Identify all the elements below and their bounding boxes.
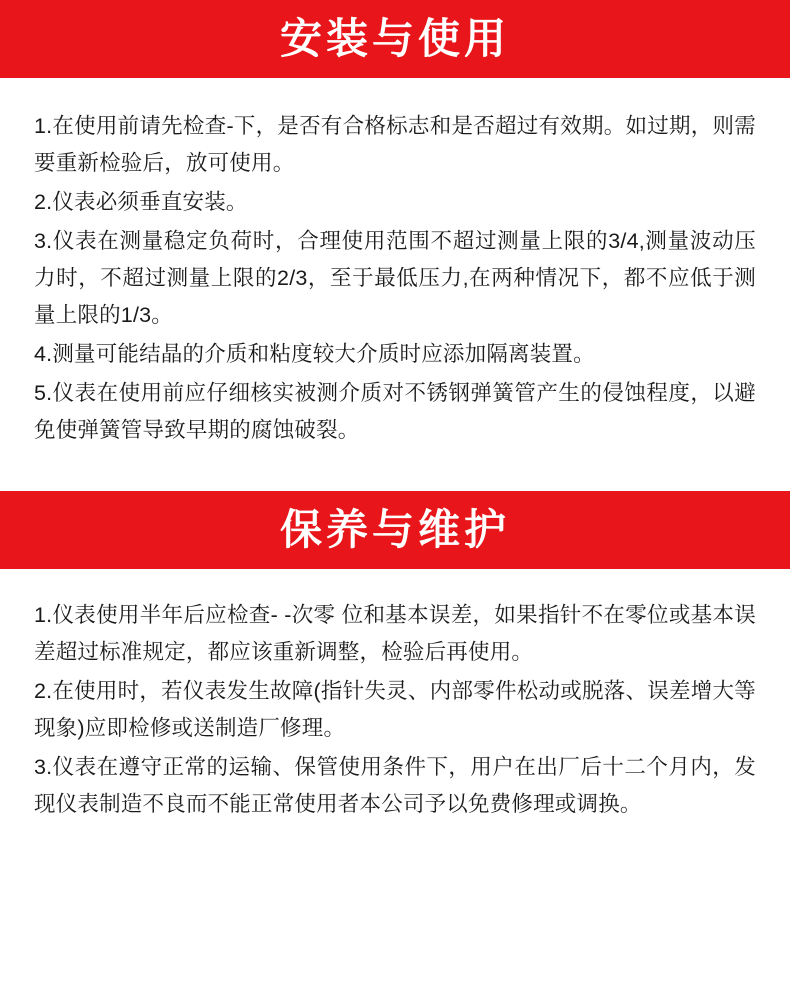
section-body-installation [0,78,790,457]
section-gap [0,457,790,491]
section-title-maintenance: 保养与维护 [279,505,510,553]
section-body-maintenance [0,569,790,831]
paragraph-item: 1.仪表使用半年后应检查- -次零 位和基本误差，如果指针不在零位或基本误差超过标准规定，都应该重新调整，检验后再使用。 [34,602,756,664]
paragraph-item: 3.仪表在遵守正常的运输、保管使用条件下，用户在出厂后十二个月内，发现仪表制造不良而不能正常使用者本公司予以免费修理或调换。 [34,754,756,816]
section-banner-maintenance [0,491,790,569]
paragraph-item: 4.测量可能结晶的介质和粘度较大介质时应添加隔离装置。 [34,341,595,366]
section-banner-installation [0,0,790,78]
paragraph-item: 1.在使用前请先检查-下，是否有合格标志和是否超过有效期。如过期，则需要重新检验后，放可使用。 [34,114,756,175]
paragraph-item: 2.仪表必须垂直安装。 [34,189,248,214]
paragraph-item: 2.在使用时，若仪表发生故障(指针失灵、内部零件松动或脱落、误差增大等现象)应即检修或送制造厂修理。 [34,678,756,740]
paragraph-item: 3.仪表在测量稳定负荷时，合理使用范围不超过测量上限的3/4,测量波动压力时，不超过测量上限的2/3，至于最低压力,在两种情况下，都不应低于测量上限的1/3。 [34,228,756,327]
paragraph-item: 5.仪表在使用前应仔细核实被测介质对不锈钢弹簧管产生的侵蚀程度，以避免使弹簧管导致早期的腐蚀破裂。 [34,380,756,442]
section-title-installation: 安装与使用 [279,15,510,62]
